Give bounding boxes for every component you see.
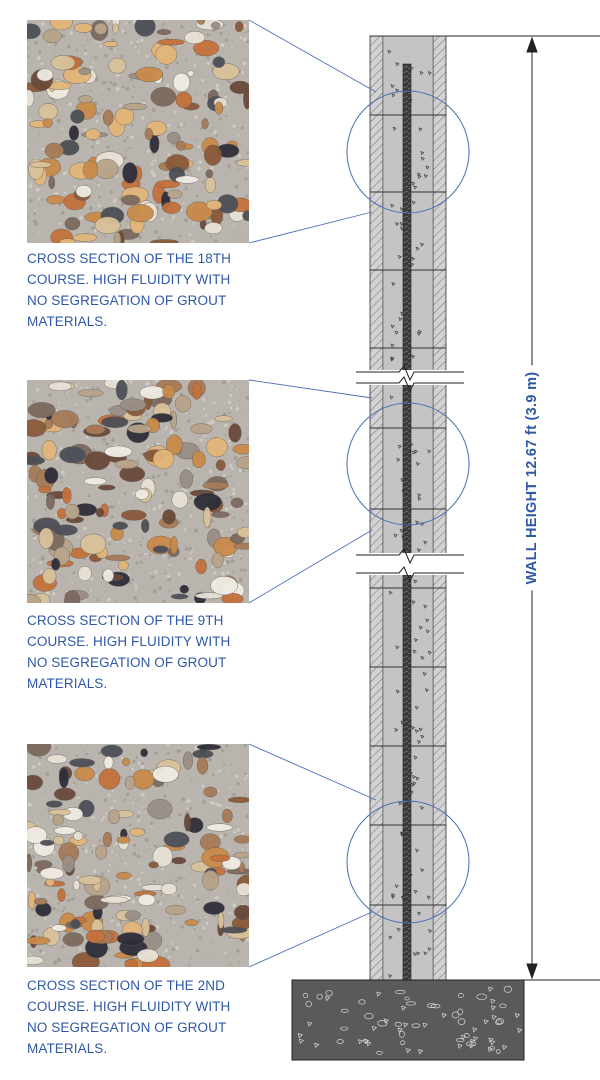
- block-shell-left: [370, 348, 383, 372]
- block-shell-left: [370, 270, 383, 348]
- reinforcing-bar: [403, 64, 411, 980]
- caption-line: NO SEGREGATION OF GROUT: [27, 655, 227, 670]
- block-shell-right: [433, 348, 446, 372]
- block-shell-right: [433, 270, 446, 348]
- caption-line: NO SEGREGATION OF GROUT: [27, 293, 227, 308]
- leader-line: [249, 912, 372, 967]
- wall-height-text: WALL HEIGHT 12.67 ft (3.9 m): [524, 366, 540, 591]
- leader-line: [249, 20, 376, 92]
- block-shell-left: [370, 825, 383, 905]
- caption-line: MATERIALS.: [27, 1041, 108, 1056]
- leader-lines: [249, 20, 376, 967]
- block-shell-right: [433, 667, 446, 746]
- block-shell-right: [433, 825, 446, 905]
- caption-line: CROSS SECTION OF THE 9TH: [27, 613, 224, 628]
- block-shell-left: [370, 573, 383, 588]
- block-shell-left: [370, 667, 383, 746]
- block-shell-right: [433, 573, 446, 588]
- leader-line: [249, 744, 376, 800]
- caption-line: CROSS SECTION OF THE 2ND: [27, 978, 225, 993]
- caption-line: MATERIALS.: [27, 314, 108, 329]
- block-shell-right: [433, 383, 446, 428]
- block-shell-right: [433, 115, 446, 192]
- leader-line: [249, 212, 372, 243]
- block-shell-left: [370, 428, 383, 509]
- leader-line: [249, 530, 372, 603]
- leader-line: [249, 380, 372, 398]
- block-shell-left: [370, 115, 383, 192]
- dimension-arrow-top: [527, 38, 537, 52]
- masonry-wall: [292, 36, 524, 1060]
- caption-line: COURSE. HIGH FLUIDITY WITH: [27, 272, 231, 287]
- wall-height-dimension: [446, 36, 600, 980]
- caption-line: COURSE. HIGH FLUIDITY WITH: [27, 999, 231, 1014]
- block-shell-left: [370, 588, 383, 667]
- block-shell-right: [433, 428, 446, 509]
- caption-line: COURSE. HIGH FLUIDITY WITH: [27, 634, 231, 649]
- block-shell-right: [433, 588, 446, 667]
- caption-line: MATERIALS.: [27, 676, 108, 691]
- caption-line: CROSS SECTION OF THE 18TH: [27, 251, 232, 266]
- caption-line: NO SEGREGATION OF GROUT: [27, 1020, 227, 1035]
- dimension-arrow-bottom: [527, 964, 537, 978]
- block-shell-left: [370, 383, 383, 428]
